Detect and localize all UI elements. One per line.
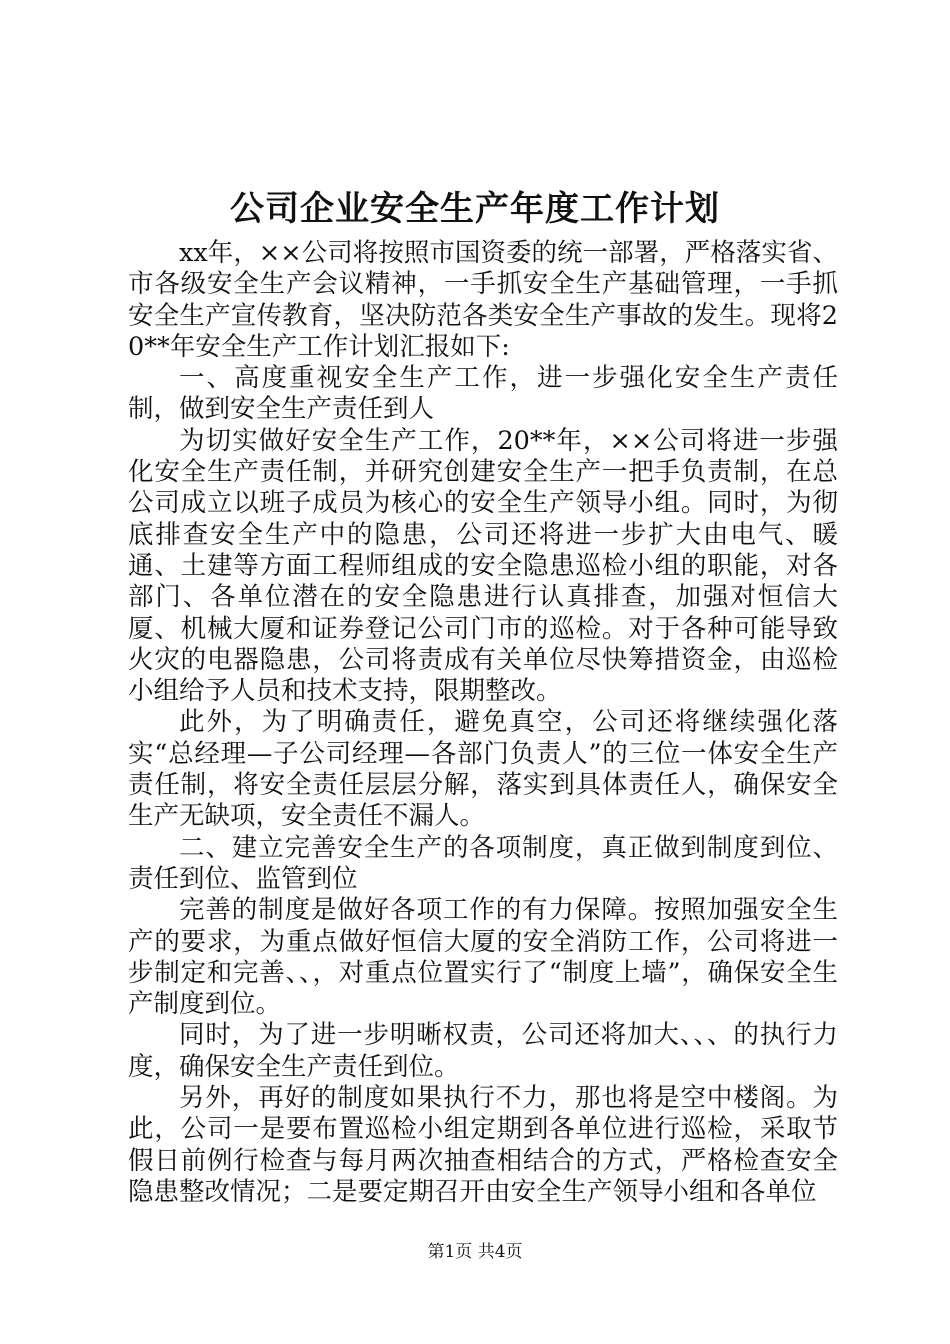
document-body [128,238,838,1208]
paragraph: 此外，为了明确责任，避免真空，公司还将继续强化落实“总经理—子公司经理—各部门负责人”的三位一体安全生产责任制，将安全责任层层分解，落实到具体责任人，确保安全生产无缺项，安全责任不漏人。 [128,707,838,832]
paragraph: 完善的制度是做好各项工作的有力保障。按照加强安全生产的要求，为重点做好恒信大厦的安全消防工作，公司将进一步制定和完善、、，对重点位置实行了“制度上墙”，确保安全生产制度到位。 [128,895,838,1020]
page-number-footer: 第1页 共4页 [427,1242,523,1262]
paragraph: 另外，再好的制度如果执行不力，那也将是空中楼阁。为此，公司一是要布置巡检小组定期到各单位进行巡检，采取节假日前例行检查与每月两次抽查相结合的方式，严格检查安全隐患整改情况；二是要定期召开由安全生产领导小组和各单位 [128,1083,838,1207]
document-title: 公司企业安全生产年度工作计划 [230,189,720,229]
paragraph-intro: xx年，××公司将按照市国资委的统一部署，严格落实省、市各级安全生产会议精神，一手抓安全生产基础管理，一手抓安全生产宣传教育，坚决防范各类安全生产事故的发生。现将20**年安全生产工作计划汇报如下: [128,238,838,362]
paragraph: 同时，为了进一步明晰权责，公司还将加大、、、的执行力度，确保安全生产责任到位。 [128,1020,838,1082]
paragraph: 为切实做好安全生产工作，20**年，××公司将进一步强化安全生产责任制，并研究创建安全生产一把手负责制，在总公司成立以班子成员为核心的安全生产领导小组。同时，为彻底排查安全生产中的隐患，公司还将进一步扩大由电气、暖通、土建等方面工程师组成的安全隐患巡检小组的职能，对各部门、各单位潜在的安全隐患进行认真排查，加强对恒信大厦、机械大厦和证券登记公司门市的巡检。对于各种可能导致火灾的电器隐患，公司将责成有关单位尽快筹措资金，由巡检小组给予人员和技术支持，限期整改。 [128,425,838,707]
section-heading-1: 一、高度重视安全生产工作，进一步强化安全生产责任制，做到安全生产责任到人 [128,363,838,425]
section-heading-2: 二、建立完善安全生产的各项制度，真正做到制度到位、责任到位、监管到位 [128,832,838,894]
